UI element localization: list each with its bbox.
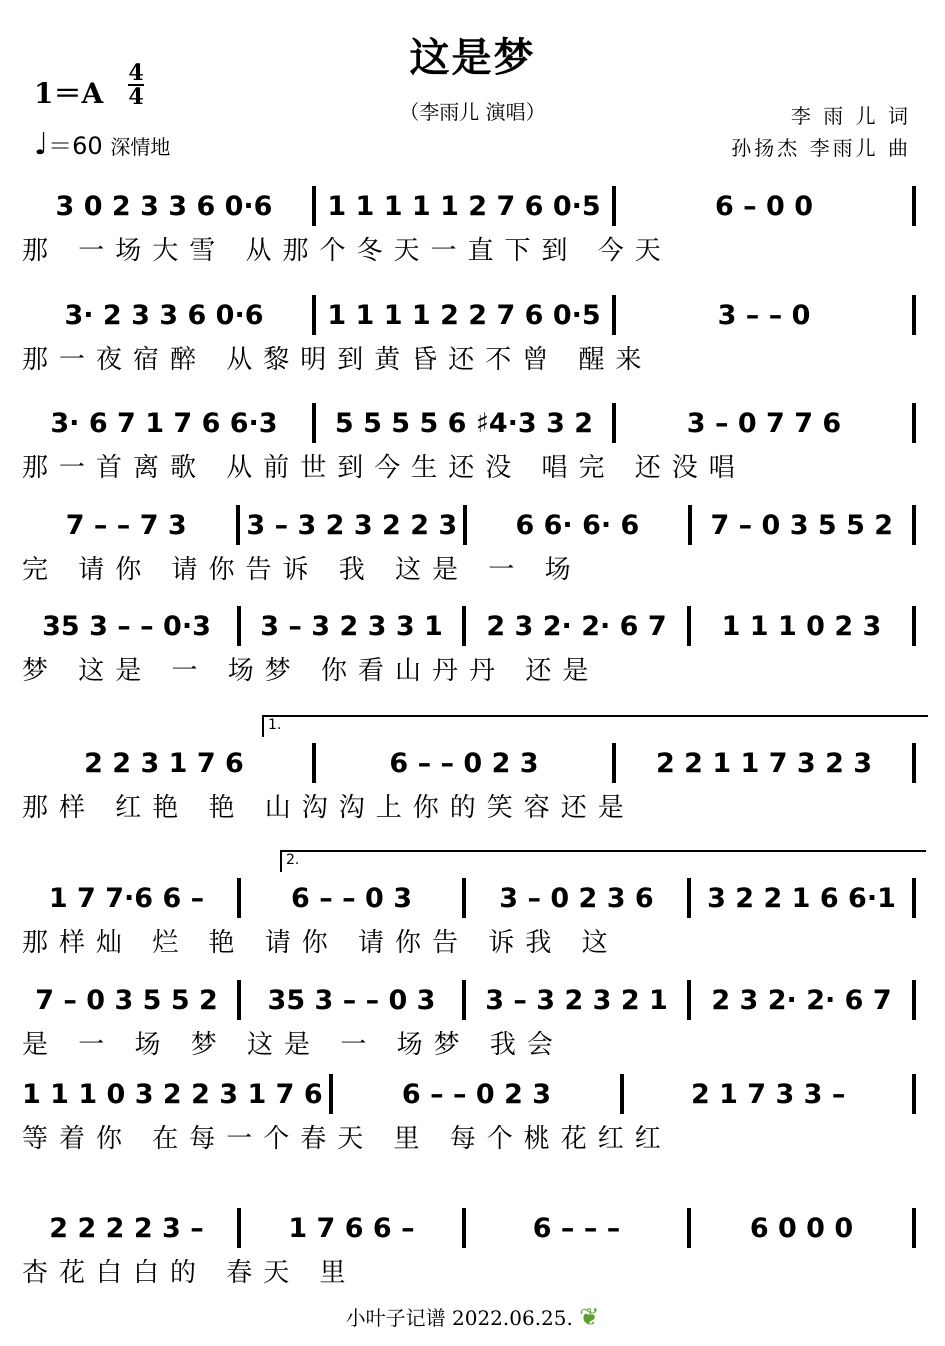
measure: 3 2 2 1 6 6·1 xyxy=(707,882,896,914)
volta-bracket: 1. xyxy=(262,715,928,737)
tempo-value: ＝60 xyxy=(48,132,103,160)
barline xyxy=(912,505,916,545)
measure: 6 – – 0 3 xyxy=(291,882,412,914)
lyrics-row: 梦 这是 一 场梦 你看山丹丹 还是 xyxy=(22,656,600,686)
measure: 1 1 1 0 3 2 2 3 1 7 6 xyxy=(22,1078,323,1110)
time-signature xyxy=(128,62,144,108)
measure: 2 2 1 1 7 3 2 3 xyxy=(655,747,873,779)
lyrics-row: 那 一场大雪 从那个冬天一直下到 今天 xyxy=(22,236,672,266)
barline xyxy=(912,186,916,226)
tempo-marking xyxy=(34,126,170,162)
barline xyxy=(912,295,916,335)
measure: 1 1 1 0 2 3 xyxy=(721,610,882,642)
measure: 3 – 3 2 3 2 2 3 xyxy=(246,509,458,541)
notes-row xyxy=(22,1074,922,1114)
measure: 1 1 1 1 2 2 7 6 0·5 xyxy=(327,299,601,331)
measure: 7 – 0 3 5 5 2 xyxy=(35,984,218,1016)
barline xyxy=(462,606,466,646)
barline xyxy=(687,1208,691,1248)
footer-text: 小叶子记谱 2022.06.25. xyxy=(345,1306,573,1330)
measure: 7 – 0 3 5 5 2 xyxy=(710,509,894,541)
lyrics-row: 那样 红艳 艳 山沟沟上你的笑容还是 xyxy=(22,793,635,823)
key-signature: 1＝A xyxy=(34,77,104,110)
performer-note: （李雨儿 演唱） xyxy=(399,100,546,124)
notes-row xyxy=(22,878,922,918)
barline xyxy=(687,606,691,646)
barline xyxy=(912,1074,916,1114)
measure: 3 – 3 2 3 3 1 xyxy=(260,610,443,642)
notes-row xyxy=(22,980,922,1020)
notes-row xyxy=(22,606,922,646)
time-signature-top: 4 xyxy=(128,60,144,86)
barline xyxy=(612,295,616,335)
lyrics-row: 那一夜宿醉 从黎明到黄昏还不曾 醒来 xyxy=(22,345,653,375)
barline xyxy=(620,1074,624,1114)
measure: 6 – – – xyxy=(532,1212,621,1244)
lyricist-credit: 李 雨 儿 词 xyxy=(790,104,911,128)
composer-credit: 孙扬杰 李雨儿 曲 xyxy=(731,136,911,160)
barline xyxy=(312,743,316,783)
quarter-note-icon: ♩ xyxy=(34,127,49,162)
measure: 6 0 0 0 xyxy=(749,1212,854,1244)
lyrics-row: 完 请你 请你告诉 我 这是 一 场 xyxy=(22,555,582,585)
barline xyxy=(912,1208,916,1248)
measure: 2 3 2· 2· 6 7 xyxy=(711,984,892,1016)
barline xyxy=(688,505,692,545)
transcriber-footer xyxy=(0,1302,945,1331)
measure: 7 – – 7 3 xyxy=(65,509,187,541)
barline xyxy=(912,743,916,783)
notes-row xyxy=(22,403,922,443)
measure: 2 2 2 2 3 – xyxy=(49,1212,204,1244)
measure: 3 – 0 7 7 6 xyxy=(686,407,842,439)
barline xyxy=(912,878,916,918)
measure: 6 – 0 0 xyxy=(714,190,814,222)
measure: 2 1 7 3 3 – xyxy=(690,1078,846,1110)
barline xyxy=(687,878,691,918)
time-signature-bottom: 4 xyxy=(128,84,144,110)
barline xyxy=(312,403,316,443)
notes-row xyxy=(22,295,922,335)
lyrics-row: 那样灿 烂 艳 请你 请你告 诉我 这 xyxy=(22,928,619,958)
lyrics-row: 那一首离歌 从前世到今生还没 唱完 还没唱 xyxy=(22,453,746,483)
barline xyxy=(329,1074,333,1114)
barline xyxy=(612,186,616,226)
barline xyxy=(312,186,316,226)
measure: 3 – – 0 xyxy=(717,299,811,331)
lyrics-row: 是 一 场 梦 这是 一 场梦 我会 xyxy=(22,1030,564,1060)
measure: 1 7 7·6 6 – xyxy=(48,882,205,914)
measure: 6 – – 0 2 3 xyxy=(401,1078,552,1110)
measure: 1 1 1 1 1 2 7 6 0·5 xyxy=(327,190,601,222)
notes-row xyxy=(22,1208,922,1248)
measure: 6 6· 6· 6 xyxy=(515,509,640,541)
notes-row xyxy=(22,505,922,545)
barline xyxy=(462,878,466,918)
lyrics-row: 等着你 在每一个春天 里 每个桃花红红 xyxy=(22,1124,672,1154)
expression-marking: 深情地 xyxy=(110,135,171,159)
notes-row xyxy=(22,186,922,226)
notes-row xyxy=(22,743,922,783)
measure: 2 2 3 1 7 6 xyxy=(84,747,244,779)
measure: 35 3 – – 0 3 xyxy=(267,984,436,1016)
barline xyxy=(312,295,316,335)
barline xyxy=(237,1208,241,1248)
barline xyxy=(612,403,616,443)
measure: 3 – 3 2 3 2 1 xyxy=(485,984,668,1016)
measure: 3 0 2 3 3 6 0·6 xyxy=(55,190,273,222)
song-title: 这是梦 xyxy=(409,35,536,81)
barline xyxy=(236,505,240,545)
barline xyxy=(912,606,916,646)
measure: 5 5 5 5 6 ♯4·3 3 2 xyxy=(334,407,594,439)
barline xyxy=(237,606,241,646)
barline xyxy=(237,878,241,918)
barline xyxy=(687,980,691,1020)
measure: 35 3 – – 0·3 xyxy=(42,610,211,642)
measure: 6 – – 0 2 3 xyxy=(389,747,539,779)
barline xyxy=(463,505,467,545)
measure: 2 3 2· 2· 6 7 xyxy=(486,610,667,642)
lyrics-row: 杏花白白的 春天 里 xyxy=(22,1258,357,1288)
barline xyxy=(612,743,616,783)
volta-bracket: 2. xyxy=(280,850,926,872)
barline xyxy=(912,403,916,443)
barline xyxy=(237,980,241,1020)
barline xyxy=(912,980,916,1020)
measure: 3 – 0 2 3 6 xyxy=(499,882,654,914)
measure: 3· 2 3 3 6 0·6 xyxy=(64,299,264,331)
leaf-icon: ❦ xyxy=(579,1303,600,1331)
measure: 3· 6 7 1 7 6 6·3 xyxy=(50,407,278,439)
barline xyxy=(462,980,466,1020)
barline xyxy=(462,1208,466,1248)
measure: 1 7 6 6 – xyxy=(288,1212,415,1244)
